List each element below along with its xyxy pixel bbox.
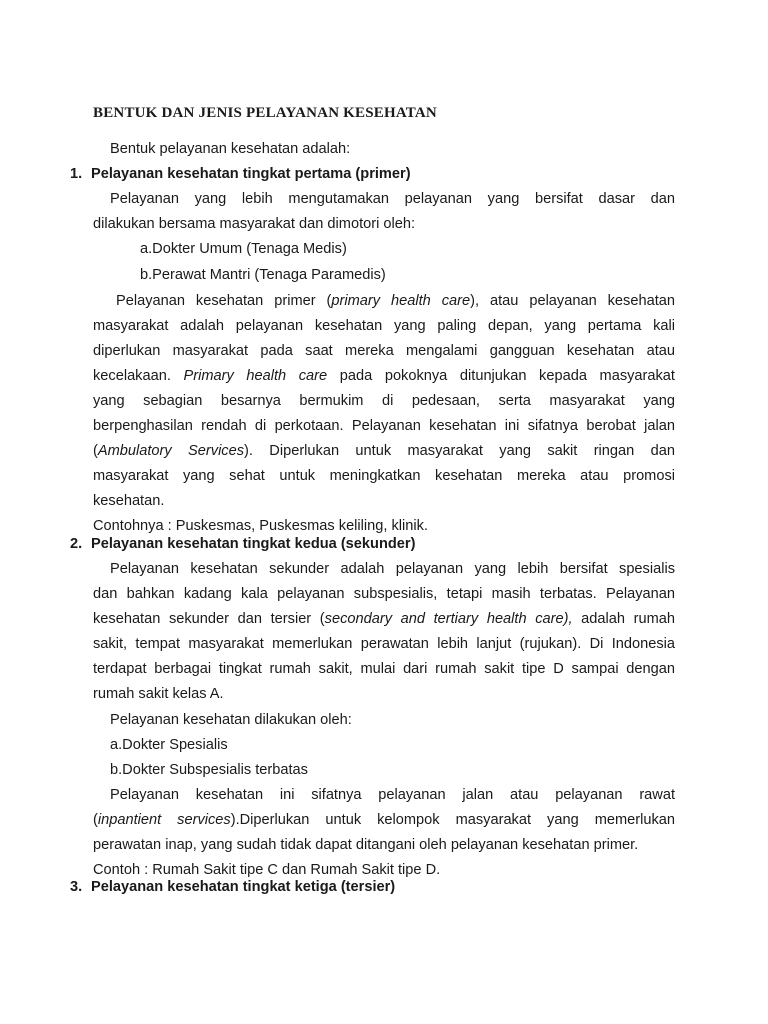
section-3-heading xyxy=(70,878,395,896)
section-number: 3. xyxy=(70,879,83,895)
paragraph-line: masyarakat yang sehat untuk meningkatkan kesehatan mereka atau promosi xyxy=(93,468,675,484)
section-number: 1. xyxy=(70,166,83,182)
text-run: Pelayanan kesehatan primer ( xyxy=(116,293,332,309)
text-run: pada pokoknya ditunjukan kepada masyarakat xyxy=(327,368,675,384)
example-text: Contohnya : Puskesmas, Puskesmas keliling, klinik. xyxy=(93,518,428,534)
paragraph-line: rumah sakit kelas A. xyxy=(93,686,224,702)
text-run: ( xyxy=(93,443,98,459)
section-title: Pelayanan kesehatan tingkat ketiga (tersier) xyxy=(91,879,396,895)
paragraph-line: berpenghasilan rendah di perkotaan. Pelayanan kesehatan ini sifatnya berobat jalan xyxy=(93,418,675,434)
paragraph-line: diperlukan masyarakat pada saat mereka mengalami gangguan kesehatan atau xyxy=(93,343,675,359)
paragraph-line xyxy=(93,610,675,628)
paragraph-line xyxy=(93,442,675,460)
document-title: BENTUK DAN JENIS PELAYANAN KESEHATAN xyxy=(93,105,437,121)
text-run: kecelakaan. xyxy=(93,368,184,384)
paragraph-line: dan bahkan kadang kala pelayanan subspesialis, tetapi masih terbatas. Pelayanan xyxy=(93,586,675,602)
text-run: ( xyxy=(93,812,98,828)
text-run: ), atau pelayanan kesehatan xyxy=(470,293,675,309)
section-title: Pelayanan kesehatan tingkat kedua (sekunder) xyxy=(91,536,416,552)
text-run: adalah rumah xyxy=(572,611,675,627)
italic-term: secondary and tertiary health care), xyxy=(324,611,573,627)
section-title: Pelayanan kesehatan tingkat pertama (primer) xyxy=(91,166,411,182)
paragraph-line: Pelayanan kesehatan dilakukan oleh: xyxy=(110,712,352,728)
list-item: a.Dokter Umum (Tenaga Medis) xyxy=(140,241,347,257)
text-run: ). Diperlukan untuk masyarakat yang sakit ringan dan xyxy=(244,443,675,459)
paragraph-line: Pelayanan kesehatan sekunder adalah pelayanan yang lebih bersifat spesialis xyxy=(110,561,675,577)
paragraph-line xyxy=(93,811,675,829)
paragraph-line: Pelayanan kesehatan ini sifatnya pelayanan jalan atau pelayanan rawat xyxy=(110,787,675,803)
paragraph-line: dilakukan bersama masyarakat dan dimotori oleh: xyxy=(93,216,416,232)
text-run: kesehatan sekunder dan tersier ( xyxy=(93,611,325,627)
section-2-heading xyxy=(70,535,415,553)
list-item: b.Perawat Mantri (Tenaga Paramedis) xyxy=(140,267,386,283)
paragraph-line: terdapat berbagai tingkat rumah sakit, mulai dari rumah sakit tipe D sampai dengan xyxy=(93,661,675,677)
section-number: 2. xyxy=(70,536,83,552)
list-item: b.Dokter Subspesialis terbatas xyxy=(110,762,308,778)
italic-term: Ambulatory Services xyxy=(97,443,245,459)
paragraph-line xyxy=(116,292,675,310)
paragraph-line: yang sebagian besarnya bermukim di pedesaan, serta masyarakat yang xyxy=(93,393,675,409)
section-1-heading xyxy=(70,165,411,183)
paragraph-line: perawatan inap, yang sudah tidak dapat ditangani oleh pelayanan kesehatan primer. xyxy=(93,837,639,853)
intro-text: Bentuk pelayanan kesehatan adalah: xyxy=(110,141,351,157)
paragraph-line: Pelayanan yang lebih mengutamakan pelayanan yang bersifat dasar dan xyxy=(110,191,675,207)
paragraph-line: sakit, tempat masyarakat memerlukan perawatan lebih lanjut (rujukan). Di Indonesia xyxy=(93,636,675,652)
paragraph-line xyxy=(93,367,675,385)
italic-term: Primary health care xyxy=(183,368,328,384)
italic-term: inpantient services xyxy=(97,812,231,828)
paragraph-line: masyarakat adalah pelayanan kesehatan yang paling depan, yang pertama kali xyxy=(93,318,675,334)
paragraph-line: kesehatan. xyxy=(93,493,165,509)
list-item: a.Dokter Spesialis xyxy=(110,737,228,753)
example-text: Contoh : Rumah Sakit tipe C dan Rumah Sakit tipe D. xyxy=(93,862,441,878)
text-run: ).Diperlukan untuk kelompok masyarakat yang memerlukan xyxy=(230,812,675,828)
italic-term: primary health care xyxy=(331,293,471,309)
